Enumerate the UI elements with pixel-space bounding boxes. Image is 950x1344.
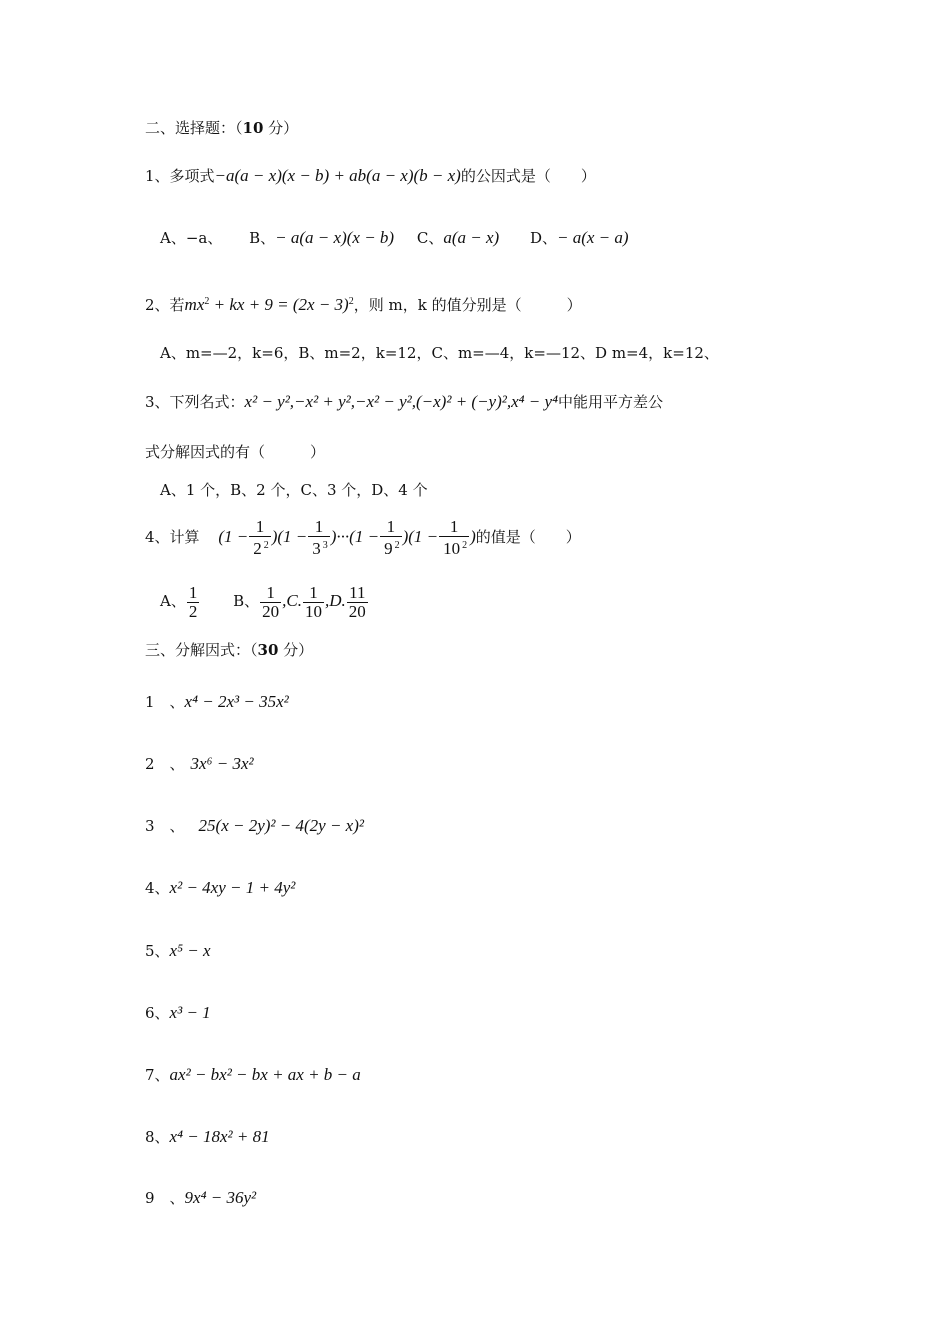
q4-option-d: $\frac{11}{20}$: [348, 582, 366, 621]
question-4-options: A、 $\frac{1}{2}$ B、 $\frac{1}{20}$ ,C. $\frac{1}{10}$ ,D. $\frac{11}{20}$: [160, 582, 366, 621]
q3-expression: x² − y²,−x² + y²,−x² − y²,(−x)² + (−y)²,x⁴ − y⁴: [244, 392, 558, 411]
q4-option-c: $\frac{1}{10}$: [305, 582, 322, 621]
q1-option-a: A、−a、: [160, 229, 223, 247]
question-1: 1、多项式−a(a − x)(x − b) + ab(a − x)(b − x)的公因式是（ ）: [145, 166, 596, 185]
question-1-options: A、−a、 B、− a(a − x)(x − b) C、a(a − x) D、− a(x − a): [160, 228, 629, 247]
factor-item: 9 、9x⁴ − 36y²: [145, 1188, 257, 1207]
factor-item: 8、x⁴ − 18x² + 81: [145, 1127, 270, 1146]
question-3-line-2: 式分解因式的有（ ）: [145, 443, 326, 461]
factor-item: 6、x³ − 1: [145, 1003, 211, 1022]
q4-fraction-2: $\frac{1}{3 ^3}$: [308, 518, 330, 558]
factor-item: 7、ax² − bx² − bx + ax + b − a: [145, 1065, 361, 1084]
q4-fraction-3: $\frac{1}{9 ^2}$: [380, 518, 402, 558]
question-2: 2、若$mx^2$ + kx + $9 = (2x - 3)^2$，则 m，k 的值分别是（ ）: [145, 295, 582, 314]
q1-option-b: − a(a − x)(x − b): [275, 228, 395, 247]
factor-item: 5、x⁵ − x: [145, 941, 211, 960]
question-3-options: A、1 个，B、2 个，C、3 个，D、4 个: [160, 481, 428, 499]
q4-option-a: $\frac{1}{2}$: [188, 582, 198, 621]
factor-item: 2 、 3x⁶ − 3x²: [145, 754, 254, 773]
q4-fraction-1: $\frac{1}{2 ^2}$: [249, 518, 271, 558]
factor-item: 4、x² − 4xy − 1 + 4y²: [145, 878, 296, 897]
factor-item: 1 、x⁴ − 2x³ − 35x²: [145, 692, 289, 711]
q1-option-c: a(a − x): [443, 228, 500, 247]
factor-item: 3 、 25(x − 2y)² − 4(2y − x)²: [145, 816, 364, 835]
q1-expression: −a(a − x)(x − b) + ab(a − x)(b − x): [214, 166, 461, 185]
q4-option-b: $\frac{1}{20}$: [262, 582, 280, 621]
question-2-options: A、m=—2，k=6，B、m=2，k=12，C、m=—4，k=—12、D m=4，k=12、: [160, 344, 719, 362]
question-4: 4、计算 (1 − $\frac{1}{2 ^2}$ )(1 − $\frac{1}{3 ^3}$ )···(1 − $\frac{1}{9 ^2}$ )(1 − $\frac{1}{10 ^2}$ )的值是（ ）: [145, 517, 581, 558]
q1-option-d: − a(x − a): [557, 228, 629, 247]
section-2-heading: 二、选择题：（10 分）: [145, 119, 299, 137]
q4-fraction-4: $\frac{1}{10 ^2}$: [439, 518, 469, 558]
question-3: 3、下列名式：x² − y²,−x² + y²,−x² − y²,(−x)² + (−y)²,x⁴ − y⁴中能用平方差公: [145, 392, 663, 411]
section-3-heading: 三、分解因式：（30 分）: [145, 641, 314, 659]
